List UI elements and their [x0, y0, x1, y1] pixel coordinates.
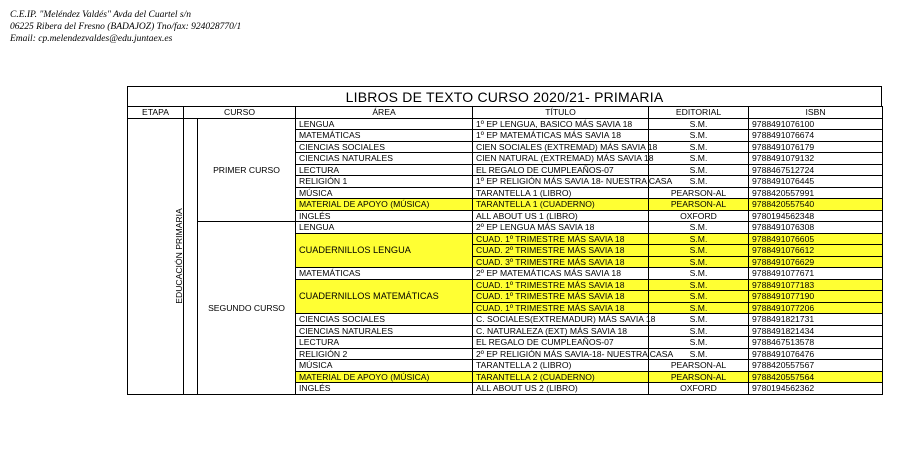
area-cell: MATEMÁTICAS: [296, 130, 473, 142]
titulo-cell: TARANTELLA 2 (CUADERNO): [473, 371, 649, 383]
editorial-cell: S.M.: [649, 233, 749, 245]
isbn-cell: 9788491076308: [749, 222, 883, 234]
editorial-cell: S.M.: [649, 222, 749, 234]
titulo-cell: 1º EP RELIGIÓN MÁS SAVIA 18- NUESTRA CASA: [473, 176, 649, 188]
editorial-cell: S.M.: [649, 176, 749, 188]
column-header-curso: CURSO: [184, 107, 296, 119]
isbn-cell: 9788491076179: [749, 141, 883, 153]
isbn-cell: 9780194562362: [749, 383, 883, 395]
titulo-cell: 2º EP RELIGIÓN MÁS SAVIA-18- NUESTRA CASA: [473, 348, 649, 360]
etapa-label: EDUCACIÓN PRIMARIA: [173, 208, 184, 304]
titulo-cell: CIEN SOCIALES (EXTREMAD) MÁS SAVIA 18: [473, 141, 649, 153]
area-cell: MATEMÁTICAS: [296, 268, 473, 280]
isbn-cell: 9788491076100: [749, 118, 883, 130]
area-cell: MATERIAL DE APOYO (MÚSICA): [296, 199, 473, 211]
isbn-cell: 9788491821731: [749, 314, 883, 326]
isbn-cell: 9788491076445: [749, 176, 883, 188]
titulo-cell: 1º EP MATEMÁTICAS MÁS SAVIA 18: [473, 130, 649, 142]
school-header: [10, 9, 241, 45]
isbn-cell: 9788491076629: [749, 256, 883, 268]
isbn-cell: 9780194562348: [749, 210, 883, 222]
column-header-editorial: EDITORIAL: [649, 107, 749, 119]
editorial-cell: S.M.: [649, 291, 749, 303]
editorial-cell: S.M.: [649, 268, 749, 280]
isbn-cell: 9788491077190: [749, 291, 883, 303]
area-cell: INGLÉS: [296, 210, 473, 222]
titulo-cell: TARANTELLA 2 (LIBRO): [473, 360, 649, 372]
isbn-cell: 9788420557540: [749, 199, 883, 211]
titulo-cell: C. NATURALEZA (EXT) MÁS SAVIA 18: [473, 325, 649, 337]
area-cell: LECTURA: [296, 164, 473, 176]
editorial-cell: OXFORD: [649, 210, 749, 222]
editorial-cell: S.M.: [649, 337, 749, 349]
isbn-cell: 9788467513578: [749, 337, 883, 349]
area-cell: RELIGIÓN 1: [296, 176, 473, 188]
isbn-cell: 9788491076612: [749, 245, 883, 257]
editorial-cell: S.M.: [649, 256, 749, 268]
titulo-cell: CUAD. 2º TRIMESTRE MÁS SAVIA 18: [473, 245, 649, 257]
titulo-cell: CIEN NATURAL (EXTREMAD) MÁS SAVIA 18: [473, 153, 649, 165]
curso-segundo: SEGUNDO CURSO: [198, 222, 296, 395]
titulo-cell: 2º EP MATEMÁTICAS MÁS SAVIA 18: [473, 268, 649, 280]
column-header-etapa: ETAPA: [128, 107, 184, 119]
titulo-cell: 1º EP LENGUA, BASICO MÁS SAVIA 18: [473, 118, 649, 130]
area-cell: MÚSICA: [296, 187, 473, 199]
area-cell: MATERIAL DE APOYO (MÚSICA): [296, 371, 473, 383]
editorial-cell: S.M.: [649, 141, 749, 153]
isbn-cell: 9788491079132: [749, 153, 883, 165]
titulo-cell: CUAD. 3º TRIMESTRE MÁS SAVIA 18: [473, 256, 649, 268]
isbn-cell: 9788467512724: [749, 164, 883, 176]
editorial-cell: OXFORD: [649, 383, 749, 395]
table-header-row: [128, 107, 883, 119]
titulo-cell: CUAD. 1º TRIMESTRE MÁS SAVIA 18: [473, 233, 649, 245]
titulo-cell: EL REGALO DE CUMPLEAÑOS-07: [473, 337, 649, 349]
titulo-cell: 2º EP LENGUA MÁS SAVIA 18: [473, 222, 649, 234]
school-city-phone-line: 06225 Ribera del Fresno (BADAJOZ) Tno/fax: 924028770/1: [10, 22, 242, 32]
textbook-table: [127, 106, 883, 395]
isbn-cell: 9788491076476: [749, 348, 883, 360]
area-cell: LENGUA: [296, 222, 473, 234]
titulo-cell: CUAD. 1º TRIMESTRE MÁS SAVIA 18: [473, 302, 649, 314]
area-cell: CUADERNILLOS LENGUA: [296, 233, 473, 268]
area-cell: CIENCIAS SOCIALES: [296, 141, 473, 153]
area-cell: INGLÉS: [296, 383, 473, 395]
editorial-cell: S.M.: [649, 130, 749, 142]
titulo-cell: C. SOCIALES(EXTREMADUR) MÁS SAVIA 18: [473, 314, 649, 326]
titulo-cell: CUAD. 1º TRIMESTRE MÁS SAVIA 18: [473, 279, 649, 291]
area-cell: CIENCIAS NATURALES: [296, 325, 473, 337]
editorial-cell: PEARSON-AL: [649, 187, 749, 199]
editorial-cell: S.M.: [649, 314, 749, 326]
isbn-cell: 9788491076674: [749, 130, 883, 142]
area-cell: MÚSICA: [296, 360, 473, 372]
editorial-cell: S.M.: [649, 118, 749, 130]
area-cell: LECTURA: [296, 337, 473, 349]
area-cell: RELIGIÓN 2: [296, 348, 473, 360]
table-row: [128, 222, 883, 234]
school-address-line: C.E.IP. "Meléndez Valdés" Avda del Cuartel s/n: [10, 10, 191, 20]
isbn-cell: 9788491077671: [749, 268, 883, 280]
titulo-cell: CUAD. 1º TRIMESTRE MÁS SAVIA 18: [473, 291, 649, 303]
page-title: LIBROS DE TEXTO CURSO 2020/21- PRIMARIA: [127, 86, 882, 106]
editorial-cell: PEARSON-AL: [649, 360, 749, 372]
column-header-titulo: TÍTULO: [473, 107, 649, 119]
isbn-cell: 9788491077206: [749, 302, 883, 314]
editorial-cell: S.M.: [649, 153, 749, 165]
etapa-cell: [128, 118, 184, 394]
titulo-cell: EL REGALO DE CUMPLEAÑOS-07: [473, 164, 649, 176]
curso-primer: PRIMER CURSO: [198, 118, 296, 222]
table-row: [128, 118, 883, 130]
editorial-cell: S.M.: [649, 279, 749, 291]
isbn-cell: 9788491077183: [749, 279, 883, 291]
editorial-cell: S.M.: [649, 164, 749, 176]
area-cell: LENGUA: [296, 118, 473, 130]
editorial-cell: S.M.: [649, 302, 749, 314]
titulo-cell: TARANTELLA 1 (CUADERNO): [473, 199, 649, 211]
isbn-cell: 9788491076605: [749, 233, 883, 245]
isbn-cell: 9788420557567: [749, 360, 883, 372]
column-header-area: ÁREA: [296, 107, 473, 119]
area-cell: CIENCIAS NATURALES: [296, 153, 473, 165]
editorial-cell: S.M.: [649, 325, 749, 337]
isbn-cell: 9788420557991: [749, 187, 883, 199]
isbn-cell: 9788491821434: [749, 325, 883, 337]
editorial-cell: S.M.: [649, 245, 749, 257]
titulo-cell: TARANTELLA 1 (LIBRO): [473, 187, 649, 199]
isbn-cell: 9788420557564: [749, 371, 883, 383]
column-header-isbn: ISBN: [749, 107, 883, 119]
titulo-cell: ALL ABOUT US 2 (LIBRO): [473, 383, 649, 395]
area-cell: CIENCIAS SOCIALES: [296, 314, 473, 326]
titulo-cell: ALL ABOUT US 1 (LIBRO): [473, 210, 649, 222]
school-email-line: Email: cp.melendezvaldes@edu.juntaex.es: [10, 34, 173, 44]
editorial-cell: PEARSON-AL: [649, 371, 749, 383]
area-cell: CUADERNILLOS MATEMÁTICAS: [296, 279, 473, 314]
editorial-cell: PEARSON-AL: [649, 199, 749, 211]
editorial-cell: S.M.: [649, 348, 749, 360]
